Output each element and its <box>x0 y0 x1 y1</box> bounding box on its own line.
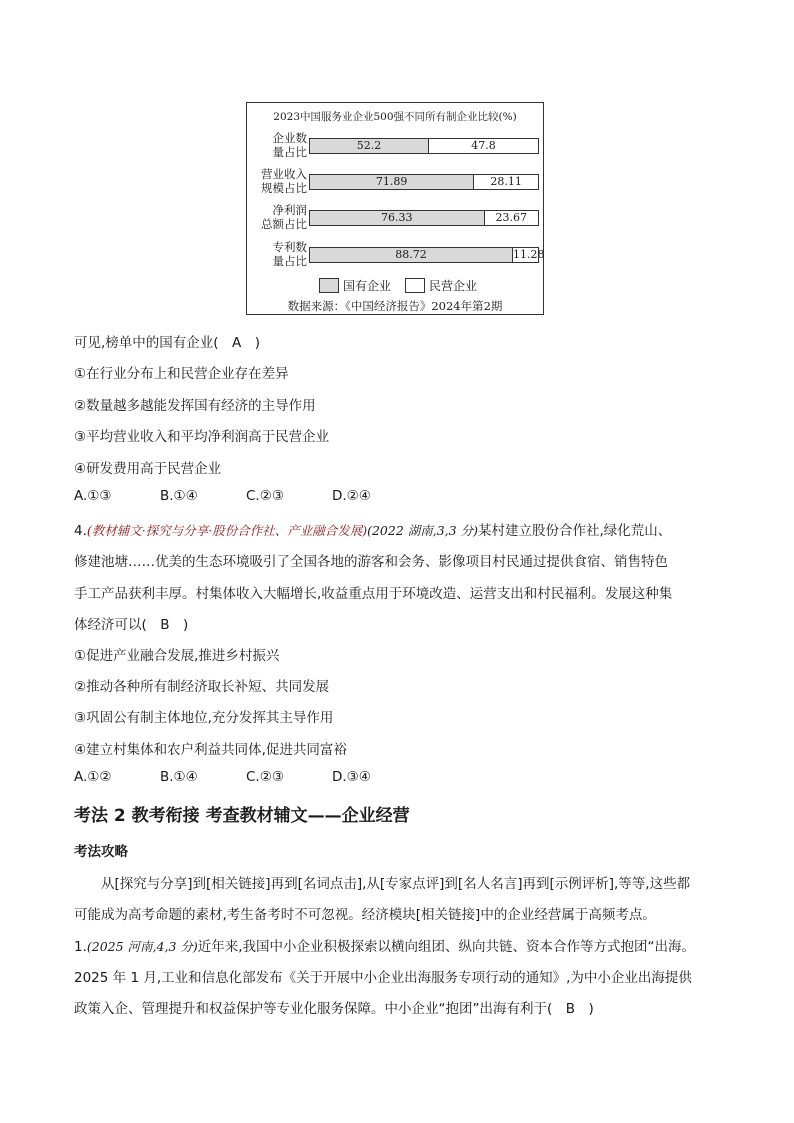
q4-line1 <box>74 519 671 539</box>
q4-option-d: D.③④ <box>332 769 371 785</box>
q1-number: 1. <box>74 939 87 955</box>
chart-category-label-line: 营业收入 <box>261 167 307 181</box>
chart-legend <box>319 277 477 294</box>
chart-category-label-line: 专利数 <box>272 240 307 254</box>
section-subhead: 考法攻略 <box>74 844 128 860</box>
chart-bar-private: 23.67 <box>485 210 539 226</box>
ownership-comparison-chart <box>246 102 544 315</box>
q3-stem: 可见,榜单中的国有企业( A ) <box>74 335 261 351</box>
q3-options <box>74 488 371 504</box>
chart-category-label <box>253 167 307 195</box>
q4-option-a: A.①② <box>74 769 112 785</box>
chart-category-label <box>253 240 307 268</box>
chart-bar-row <box>309 138 539 154</box>
chart-category-label <box>253 131 307 159</box>
q4-item: ③巩固公有制主体地位,充分发挥其主导作用 <box>74 710 334 726</box>
q4-option-c: C.②③ <box>246 769 284 785</box>
q1-line3: 政策入企、管理提升和权益保护等专业化服务保障。中小企业“抱团”出海有利于( B ) <box>74 1001 594 1017</box>
q3-option-b: B.①④ <box>160 488 198 504</box>
chart-bar-state: 76.33 <box>309 210 485 226</box>
section-heading: 考法 2 教考衔接 考查教材辅文——企业经营 <box>74 806 410 826</box>
section-para-line1: 从[探究与分享]到[相关链接]再到[名词点击],从[专家点评]到[名人名言]再到[示例评析],等等,这些都 <box>101 876 691 892</box>
chart-bar-row <box>309 210 539 226</box>
legend-swatch-state <box>319 278 339 293</box>
chart-category-label <box>253 203 307 231</box>
chart-category-label-line: 量占比 <box>272 145 307 159</box>
q4-line3: 手工产品获利丰厚。村集体收入大幅增长,收益重点用于环境改造、运营支出和村民福利。发展这种集 <box>74 586 673 602</box>
chart-category-label-line: 企业数 <box>272 131 307 145</box>
chart-source: 数据来源：《中国经济报告》2024年第2期 <box>287 299 503 313</box>
q4-line4: 体经济可以( B ) <box>74 617 189 633</box>
q3-option-c: C.②③ <box>246 488 284 504</box>
q3-item: ④研发费用高于民营企业 <box>74 461 222 477</box>
chart-bar-state: 52.2 <box>309 138 429 154</box>
chart-bar-state: 71.89 <box>309 174 474 190</box>
q1-text: 近年来,我国中小企业积极探索以横向组团、纵向共链、资本合作等方式抱团“出海。 <box>197 939 696 955</box>
q4-source: (2022 湖南,3,3 分) <box>367 523 478 538</box>
q4-number: 4. <box>74 523 87 539</box>
q4-textbook-tag: (教材辅文·探究与分享·股份合作社、产业融合发展) <box>86 523 368 538</box>
q4-line2: 修建池塘……优美的生态环境吸引了全国各地的游客和会务、影像项目村民通过提供食宿、销售特色 <box>74 554 668 570</box>
chart-category-label-line: 量占比 <box>272 254 307 268</box>
q1-line1 <box>74 935 695 955</box>
chart-bar-private: 11.28 <box>513 248 545 261</box>
chart-bar-private: 28.11 <box>474 174 539 190</box>
chart-title: 2023中国服务业企业500强不同所有制企业比较(%) <box>273 111 517 123</box>
q3-item: ①在行业分布上和民营企业存在差异 <box>74 366 289 382</box>
q1-source: (2025 河南,4,3 分) <box>86 939 198 954</box>
q4-item: ①促进产业融合发展,推进乡村振兴 <box>74 648 280 664</box>
q4-options <box>74 769 371 785</box>
legend-swatch-private <box>405 278 425 293</box>
q3-item: ③平均营业收入和平均净利润高于民营企业 <box>74 429 330 445</box>
q4-option-b: B.①④ <box>160 769 198 785</box>
legend-label-state: 国有企业 <box>343 279 392 293</box>
chart-bar-private: 47.8 <box>429 138 539 154</box>
section-para-line2: 可能成为高考命题的素材,考生备考时不可忽视。经济模块[相关链接]中的企业经营属于高频考点。 <box>74 907 656 923</box>
q1-line2: 2025 年 1 月,工业和信息化部发布《关于开展中小企业出海服务专项行动的通知》,为中小企业出海提供 <box>74 970 692 986</box>
chart-category-label-line: 总额占比 <box>261 217 307 231</box>
q4-text: 某村建立股份合作社,绿化荒山、 <box>477 523 672 539</box>
chart-bar-row <box>309 247 545 263</box>
chart-bar-state: 88.72 <box>309 247 513 263</box>
chart-category-label-line: 规模占比 <box>261 181 307 195</box>
chart-bar-row <box>309 174 539 190</box>
q3-option-a: A.①③ <box>74 488 112 504</box>
legend-label-private: 民营企业 <box>429 279 478 293</box>
q3-item: ②数量越多越能发挥国有经济的主导作用 <box>74 398 316 414</box>
q4-item: ②推动各种所有制经济取长补短、共同发展 <box>74 679 330 695</box>
q3-option-d: D.②④ <box>332 488 371 504</box>
chart-category-label-line: 净利润 <box>272 203 307 217</box>
q4-item: ④建立村集体和农户利益共同体,促进共同富裕 <box>74 742 347 758</box>
